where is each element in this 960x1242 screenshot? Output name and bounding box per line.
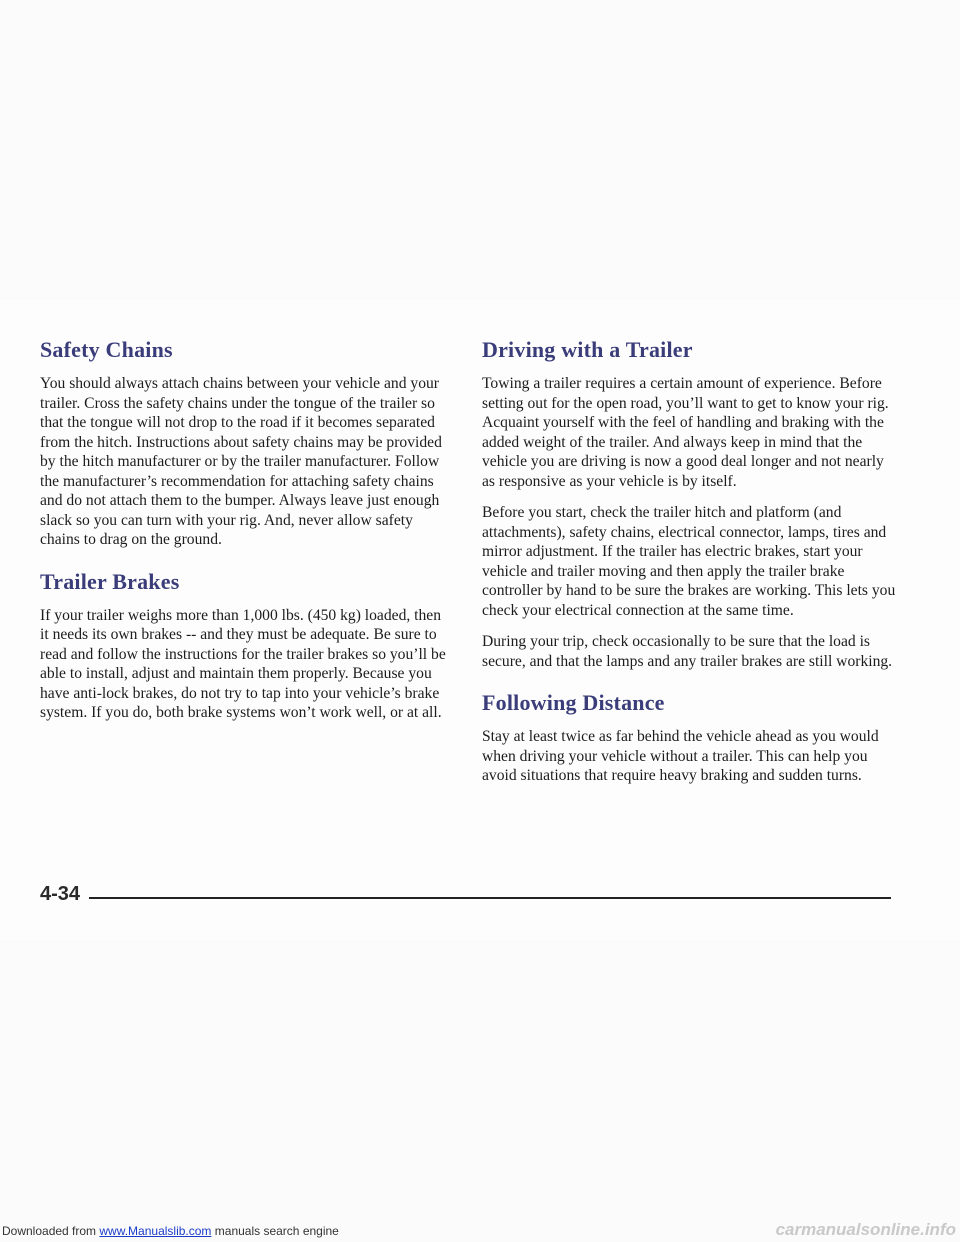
trailer-brakes-heading: Trailer Brakes [40, 568, 180, 594]
trailer-brakes-body: If your trailer weighs more than 1,000 lbs. (450 kg) loaded, then it needs its own brakes -- and they must be adequate. Be sure to read and follow the instructions for the trailer brakes so you’ll be able to install, adjust and maintain them properly. Because you have anti-lock brakes, do not try to tap into your vehicle’s brake system. If you do, both brake systems won’t work well, or at all. [40, 606, 446, 721]
safety-chains-section [40, 336, 450, 550]
following-distance-heading: Following Distance [482, 690, 665, 715]
page-number-rule [89, 897, 891, 899]
driving-with-trailer-section [482, 336, 898, 671]
following-distance-section [482, 689, 898, 786]
driving-paragraph-2: Before you start, check the trailer hitch and platform (and attachments), safety chains, electrical connector, lamps, tires and mirror adjustment. If the trailer has electric brakes, start your vehicle and trailer moving and then apply the trailer brake controller by hand to be sure the brakes are working. This lets you check your electrical connection at the same time. [482, 504, 896, 619]
trailer-brakes-section [40, 568, 450, 723]
manualslib-link[interactable]: www.Manualslib.com [99, 1224, 212, 1238]
footer-download-note [2, 1224, 339, 1238]
right-column [482, 336, 898, 798]
footer-prefix: Downloaded from [2, 1224, 100, 1238]
left-column [40, 336, 450, 735]
footer-suffix: manuals search engine [211, 1224, 339, 1238]
driving-with-trailer-heading: Driving with a Trailer [482, 337, 693, 362]
driving-paragraph-1: Towing a trailer requires a certain amount of experience. Before setting out for the open road, you’ll want to get to know your rig. Acquaint yourself with the feel of handling and braking with the added weight of the trailer. And always keep in mind that the vehicle you are driving is now a good deal longer and not nearly as responsive as your vehicle is by itself. [482, 375, 889, 490]
page-number: 4-34 [40, 883, 81, 905]
safety-chains-body: You should always attach chains between your vehicle and your trailer. Cross the safety chains under the tongue of the trailer so that the tongue will not drop to the road if it becomes separated from the hitch. Instructions about safety chains may be provided by the hitch manufacturer or by the trailer manufacturer. Follow the manufacturer’s recommendation for attaching safety chains and do not attach them to the bumper. Always leave just enough slack so you can turn with your rig. And, never allow safety chains to drag on the ground. [40, 375, 442, 548]
driving-paragraph-3: During your trip, check occasionally to be sure that the load is secure, and that the lamps and any trailer brakes are still working. [482, 633, 893, 670]
footer-bar [0, 1220, 960, 1240]
safety-chains-heading: Safety Chains [40, 337, 173, 362]
following-distance-body: Stay at least twice as far behind the vehicle ahead as you would when driving your vehicle without a trailer. This can help you avoid situations that require heavy braking and sudden turns. [482, 728, 879, 784]
watermark: carmanualsonline.info [775, 1220, 956, 1239]
